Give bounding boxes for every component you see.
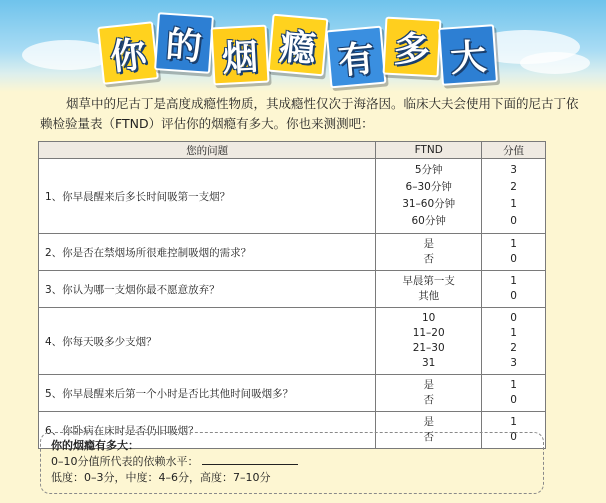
score-value: 3 [510,164,517,176]
header-ftnd: FTND [376,142,482,159]
answer-option: 60分钟 [411,215,446,227]
answer-option: 是 [423,416,434,428]
score-value: 0 [510,431,517,443]
score-value: 1 [510,238,517,250]
score-cell [482,308,546,375]
summary-heading: 你的烟瘾有多大： [51,439,139,452]
answer-blank[interactable] [202,454,298,465]
answer-option: 5分钟 [414,164,443,176]
answer-option: 否 [423,253,434,265]
title-tile: 多 [383,17,442,78]
answer-option: 31–60分钟 [402,198,456,210]
table-row [39,308,546,375]
ftnd-table [38,141,546,449]
score-cell [482,234,546,271]
answer-option: 是 [423,238,434,250]
title-tile: 瘾 [268,14,329,77]
score-value: 0 [510,253,517,265]
answer-option: 否 [423,431,434,443]
score-value: 0 [510,215,517,227]
answer-option: 否 [423,394,434,406]
question-cell: 6、你卧病在床时是否仍旧吸烟？ [39,412,376,449]
answer-cell [376,308,482,375]
score-cell [482,159,546,234]
summary-line-1 [51,454,533,470]
answer-option: 6–30分钟 [405,181,452,193]
score-value: 3 [510,357,517,369]
question-cell: 2、你是否在禁烟场所很难控制吸烟的需求？ [39,234,376,271]
answer-cell [376,375,482,412]
score-value: 1 [510,198,517,210]
score-cell [482,271,546,308]
score-value: 1 [510,416,517,428]
title-tile: 的 [154,12,214,74]
score-value: 0 [510,290,517,302]
answer-cell [376,159,482,234]
header-score: 分值 [482,142,546,159]
score-value: 1 [510,327,517,339]
answer-option: 是 [423,379,434,391]
answer-option: 21–30 [412,342,445,354]
intro-paragraph: 烟草中的尼古丁是高度成瘾性物质，其成瘾性仅次于海洛因。临床大夫会使用下面的尼古丁依赖检验量表（FTND）评估你的烟瘾有多大。你也来测测吧： [40,96,579,131]
answer-option: 10 [422,312,436,324]
score-value: 1 [510,275,517,287]
table-row [39,271,546,308]
table-row [39,375,546,412]
question-cell: 4、你每天吸多少支烟？ [39,308,376,375]
answer-cell [376,234,482,271]
page-title [100,8,510,92]
summary-box [40,432,544,494]
dependence-level-label: 0–10分值所代表的依赖水平： [51,455,199,468]
score-value: 2 [510,342,517,354]
question-cell: 1、你早晨醒来后多长时间吸第一支烟？ [39,159,376,234]
table-header-row [39,142,546,159]
header-question: 您的问题 [39,142,376,159]
question-cell: 3、你认为哪一支烟你最不愿意放弃？ [39,271,376,308]
score-value: 0 [510,394,517,406]
score-value: 1 [510,379,517,391]
answer-option: 31 [422,357,436,369]
summary-line-2: 低度：0–3分，中度：4–6分，高度：7–10分 [51,471,271,484]
table-row [39,234,546,271]
title-tile: 烟 [211,25,270,86]
title-tile: 大 [438,24,498,86]
score-value: 2 [510,181,517,193]
cloud [520,52,590,74]
table-row [39,159,546,234]
question-cell: 5、你早晨醒来后第一个小时是否比其他时间吸烟多？ [39,375,376,412]
answer-cell [376,271,482,308]
answer-option: 早晨第一支 [402,275,455,287]
title-tile: 有 [326,26,387,89]
answer-option: 其他 [418,290,440,302]
score-value: 0 [510,312,517,324]
title-tile: 你 [97,21,159,85]
score-cell [482,375,546,412]
answer-option: 11–20 [412,327,445,339]
